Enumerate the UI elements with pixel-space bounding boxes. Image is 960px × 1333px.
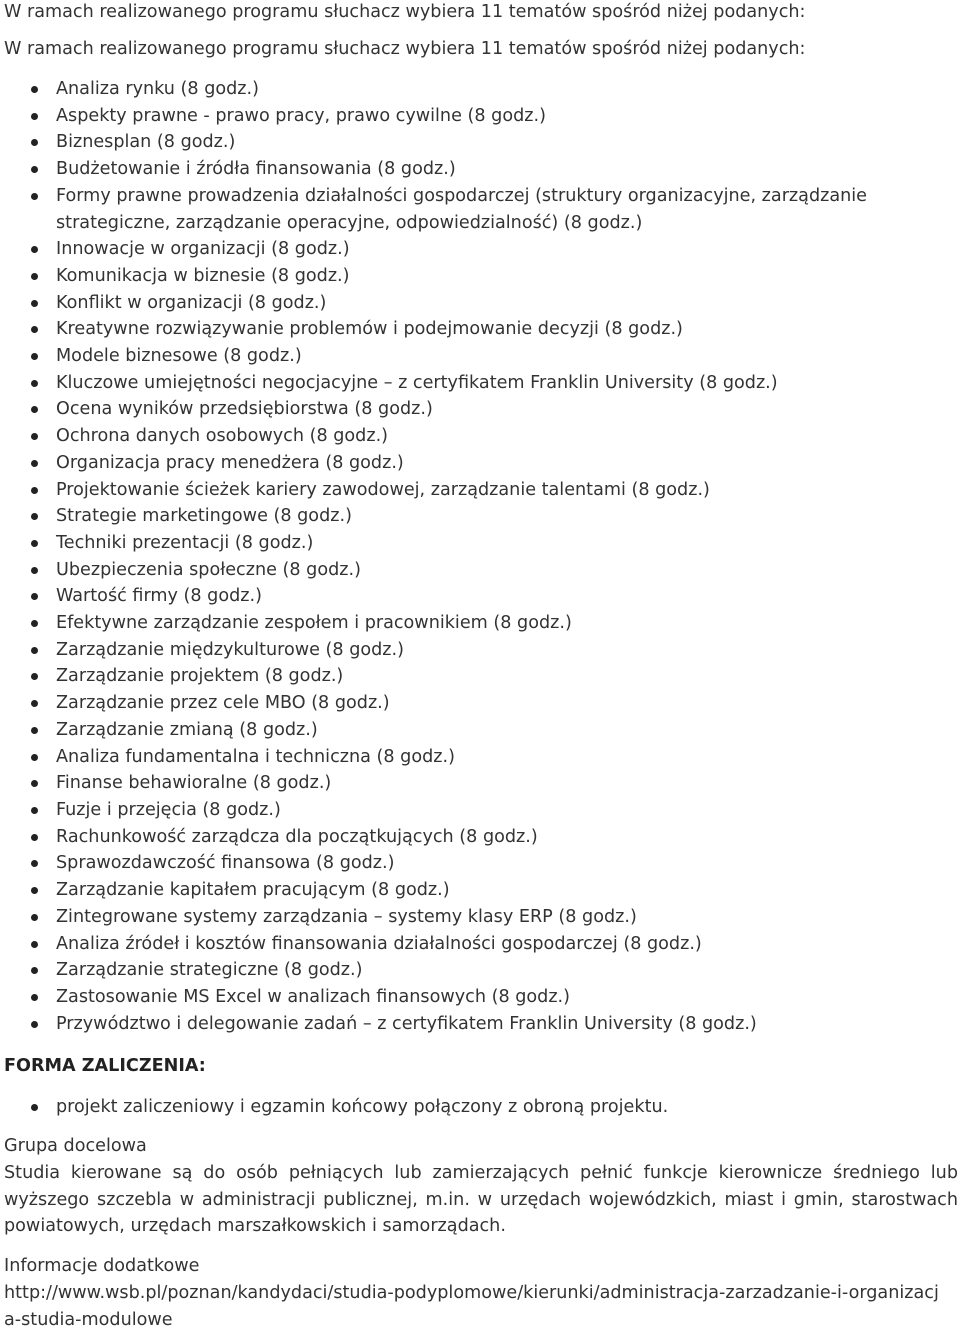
list-item-label: projekt zaliczeniowy i egzamin końcowy połączony z obroną projektu. <box>56 1097 669 1117</box>
bullet-icon <box>31 834 38 841</box>
bullet-icon <box>31 406 38 413</box>
list-item-label: Budżetowanie i źródła finansowania (8 godz.) <box>56 159 456 180</box>
bullet-icon <box>31 273 38 280</box>
list-item <box>0 290 960 317</box>
list-item <box>0 103 960 130</box>
list-item <box>0 530 960 557</box>
bullet-icon <box>31 727 38 734</box>
list-item-label: Formy prawne prowadzenia działalności gospodarczej (struktury organizacyjne, zarządzanie strategiczne, zarządzanie operacyjne, odpowiedzialność) (8 godz.) <box>56 185 867 233</box>
grupa-docelowa-heading: Grupa docelowa <box>4 1136 147 1156</box>
list-item <box>0 931 960 958</box>
list-item-label: Efektywne zarządzanie zespołem i pracownikiem (8 godz.) <box>56 613 572 634</box>
list-item-label: Innowacje w organizacji (8 godz.) <box>56 239 350 260</box>
list-item <box>0 770 960 797</box>
bullet-icon <box>31 967 38 974</box>
bullet-icon <box>31 487 38 494</box>
list-item-label: Zarządzanie projektem (8 godz.) <box>56 666 344 687</box>
bullet-icon <box>31 433 38 440</box>
list-item-label: Projektowanie ścieżek kariery zawodowej, zarządzanie talentami (8 godz.) <box>56 479 710 500</box>
bullet-icon <box>31 994 38 1001</box>
bullet-icon <box>31 460 38 467</box>
list-item-label: Konflikt w organizacji (8 godz.) <box>56 292 327 313</box>
bullet-icon <box>31 593 38 600</box>
bullet-icon <box>31 86 38 93</box>
list-item-label: Organizacja pracy menedżera (8 godz.) <box>56 452 404 473</box>
list-item-label: Rachunkowość zarządcza dla początkujących (8 godz.) <box>56 826 538 847</box>
list-item-label: Modele biznesowe (8 godz.) <box>56 346 302 367</box>
list-item-label: Zarządzanie zmianą (8 godz.) <box>56 719 318 740</box>
list-item <box>0 610 960 637</box>
bullet-icon <box>31 326 38 333</box>
list-item-label: Ochrona danych osobowych (8 godz.) <box>56 426 389 447</box>
bullet-icon <box>31 300 38 307</box>
list-item-label: Kreatywne rozwiązywanie problemów i podejmowanie decyzji (8 godz.) <box>56 319 683 340</box>
bullet-icon <box>31 914 38 921</box>
list-item <box>0 904 960 931</box>
list-item <box>0 129 960 156</box>
list-item-label: Wartość firmy (8 godz.) <box>56 586 262 607</box>
list-item-label: Analiza rynku (8 godz.) <box>56 79 259 99</box>
list-item <box>0 450 960 477</box>
list-item-label: Przywództwo i delegowanie zadań – z certyfikatem Franklin University (8 godz.) <box>56 1013 757 1034</box>
intro-text: W ramach realizowanego programu słuchacz wybiera 11 tematów spośród niżej podanych: <box>4 2 806 22</box>
bullet-icon <box>31 353 38 360</box>
bullet-icon <box>31 540 38 547</box>
list-item <box>0 263 960 290</box>
list-item-label: Techniki prezentacji (8 godz.) <box>56 532 314 553</box>
list-item <box>0 503 960 530</box>
list-item <box>0 637 960 664</box>
bullet-icon <box>31 941 38 948</box>
list-item <box>0 583 960 610</box>
bullet-icon <box>31 887 38 894</box>
list-item-label: Analiza źródeł i kosztów finansowania działalności gospodarczej (8 godz.) <box>56 933 702 954</box>
list-item <box>0 477 960 504</box>
list-item <box>0 76 960 103</box>
bullet-icon <box>31 860 38 867</box>
list-item <box>0 1094 960 1120</box>
intro-text-repeat: W ramach realizowanego programu słuchacz wybiera 11 tematów spośród niżej podanych: <box>4 39 806 59</box>
list-item-label: Zarządzanie międzykulturowe (8 godz.) <box>56 639 404 660</box>
list-item-label: Kluczowe umiejętności negocjacyjne – z certyfikatem Franklin University (8 godz.) <box>56 372 778 393</box>
list-item <box>0 156 960 183</box>
list-item-label: Analiza fundamentalna i techniczna (8 godz.) <box>56 746 455 767</box>
bullet-icon <box>31 1104 38 1111</box>
list-item-label: Finanse behawioralne (8 godz.) <box>56 773 332 794</box>
bullet-icon <box>31 139 38 146</box>
bullet-icon <box>31 193 38 200</box>
bullet-icon <box>31 647 38 654</box>
list-item <box>0 316 960 343</box>
list-item-label: Strategie marketingowe (8 godz.) <box>56 506 352 527</box>
list-item <box>0 343 960 370</box>
topics-list <box>0 76 960 1037</box>
bullet-icon <box>31 380 38 387</box>
bullet-icon <box>31 700 38 707</box>
list-item-label: Zarządzanie przez cele MBO (8 godz.) <box>56 693 390 714</box>
bullet-icon <box>31 620 38 627</box>
list-item <box>0 370 960 397</box>
list-item <box>0 877 960 904</box>
list-item-label: Biznesplan (8 godz.) <box>56 132 236 153</box>
bullet-icon <box>31 246 38 253</box>
bullet-icon <box>31 166 38 173</box>
informacje-dodatkowe-heading: Informacje dodatkowe <box>4 1256 200 1276</box>
list-item <box>0 984 960 1011</box>
list-item <box>0 183 960 236</box>
list-item-label: Fuzje i przejęcia (8 godz.) <box>56 799 281 820</box>
list-item-label: Ubezpieczenia społeczne (8 godz.) <box>56 559 361 580</box>
bullet-icon <box>31 780 38 787</box>
forma-zaliczenia-heading: FORMA ZALICZENIA: <box>4 1056 206 1076</box>
bullet-icon <box>31 113 38 120</box>
list-item <box>0 1011 960 1038</box>
list-item <box>0 423 960 450</box>
grupa-docelowa-text: Studia kierowane są do osób pełniących lub zamierzających pełnić funkcje kierownicze średniego lub wyższego szczebla w administracji publicznej, m.in. w urzędach wojewódzkich, miast i gmin, starostwach powiatowych, urzędach marszałkowskich i samorządach. <box>4 1163 958 1237</box>
list-item-label: Zarządzanie kapitałem pracującym (8 godz.) <box>56 880 450 901</box>
list-item-label: Zintegrowane systemy zarządzania – systemy klasy ERP (8 godz.) <box>56 906 637 927</box>
list-item <box>0 557 960 584</box>
list-item <box>0 663 960 690</box>
list-item <box>0 396 960 423</box>
bullet-icon <box>31 1021 38 1028</box>
list-item <box>0 850 960 877</box>
bullet-icon <box>31 754 38 761</box>
list-item-label: Komunikacja w biznesie (8 godz.) <box>56 265 350 286</box>
list-item <box>0 236 960 263</box>
forma-zaliczenia-list <box>0 1094 960 1120</box>
list-item-label: Zarządzanie strategiczne (8 godz.) <box>56 960 363 981</box>
list-item <box>0 690 960 717</box>
list-item-label: Aspekty prawne - prawo pracy, prawo cywilne (8 godz.) <box>56 105 546 126</box>
list-item <box>0 717 960 744</box>
list-item-label: Zastosowanie MS Excel w analizach finansowych (8 godz.) <box>56 986 571 1007</box>
list-item-label: Sprawozdawczość finansowa (8 godz.) <box>56 853 395 874</box>
list-item <box>0 744 960 771</box>
bullet-icon <box>31 807 38 814</box>
list-item <box>0 824 960 851</box>
list-item <box>0 957 960 984</box>
bullet-icon <box>31 567 38 574</box>
bullet-icon <box>31 513 38 520</box>
list-item-label: Ocena wyników przedsiębiorstwa (8 godz.) <box>56 399 433 420</box>
list-item <box>0 797 960 824</box>
info-url-link[interactable]: http://www.wsb.pl/poznan/kandydaci/studia-podyplomowe/kierunki/administracja-zarzadzanie-i-organizacja-studia-modulowe <box>4 1283 939 1330</box>
bullet-icon <box>31 673 38 680</box>
